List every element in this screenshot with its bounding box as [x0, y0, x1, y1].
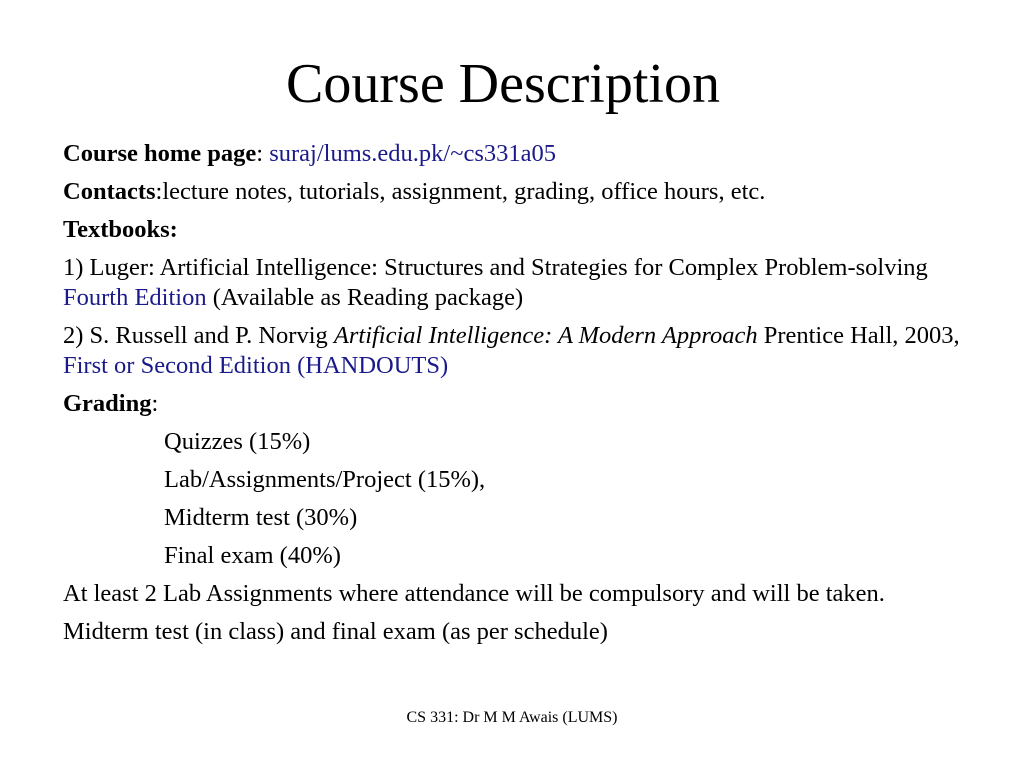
slide-body: [63, 139, 973, 655]
grading-item: Midterm test (30%): [164, 504, 358, 531]
home-page-label: Course home page: [63, 140, 257, 167]
exam-schedule-note: Midterm test (in class) and final exam (as per schedule): [63, 618, 608, 645]
home-page-line: [63, 139, 973, 169]
book-1-edition-link[interactable]: Fourth Edition: [63, 284, 207, 311]
book-2-edition-link[interactable]: First or Second Edition (HANDOUTS): [63, 352, 449, 379]
grading-item: Lab/Assignments/Project (15%),: [164, 466, 486, 493]
grading-label: Grading: [63, 390, 152, 417]
textbooks-heading: Textbooks:: [63, 216, 178, 243]
contacts-text: :lecture notes, tutorials, assignment, grading, office hours, etc.: [155, 178, 766, 205]
book-2-publisher: Prentice Hall, 2003,: [757, 322, 960, 349]
grading-heading: [63, 389, 973, 419]
contacts-line: [63, 177, 973, 207]
book-1-availability: (Available as Reading package): [206, 284, 524, 311]
book-1-text: 1) Luger: Artificial Intelligence: Structures and Strategies for Complex Problem-solving: [63, 254, 928, 281]
book-1: [63, 253, 973, 313]
grading-item: Quizzes (15%): [164, 428, 311, 455]
grading-item: Final exam (40%): [164, 542, 341, 569]
book-2: [63, 321, 973, 381]
home-page-link[interactable]: suraj/lums.edu.pk/~cs331a05: [269, 140, 557, 167]
lab-attendance-note: At least 2 Lab Assignments where attendance will be compulsory and will be taken.: [63, 580, 885, 607]
book-2-authors: 2) S. Russell and P. Norvig: [63, 322, 334, 349]
home-page-separator: :: [256, 140, 270, 167]
slide-title: Course Description: [286, 53, 720, 115]
contacts-label: Contacts: [63, 178, 156, 205]
book-2-title: Artificial Intelligence: A Modern Approach: [333, 322, 758, 349]
slide-footer: CS 331: Dr M M Awais (LUMS): [406, 709, 618, 726]
grading-separator: :: [151, 390, 159, 417]
